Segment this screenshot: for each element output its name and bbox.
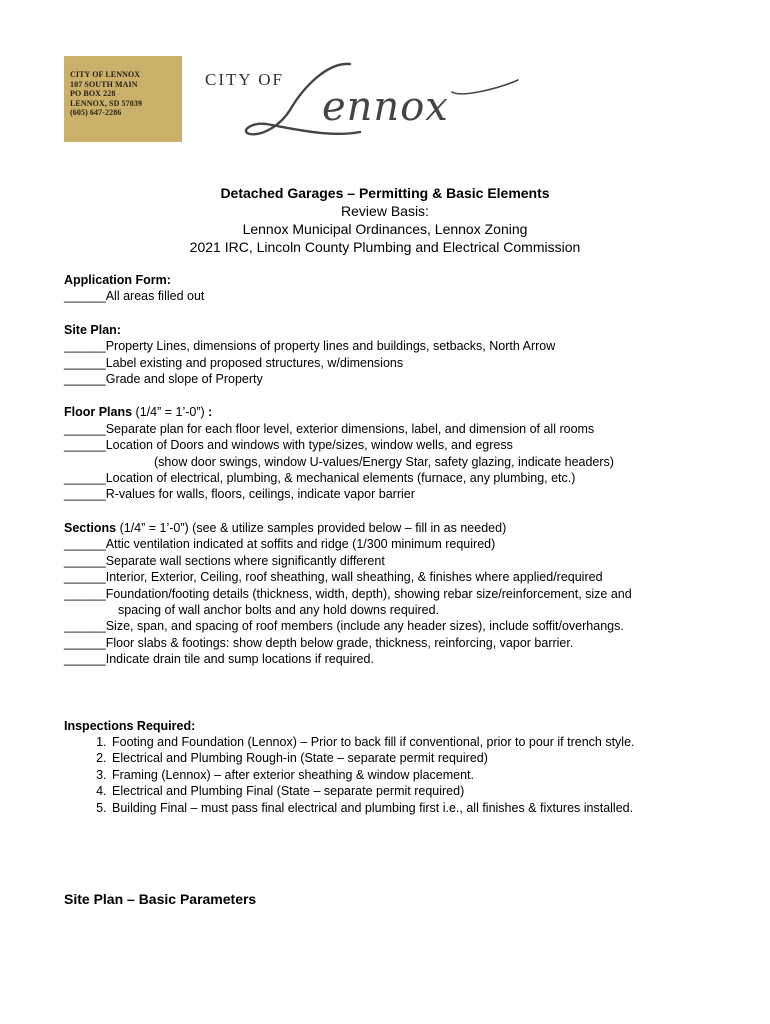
review-basis-label: Review Basis: <box>341 203 429 219</box>
document-title: Detached Garages – Permitting & Basic Elements <box>220 185 550 201</box>
fill-blank[interactable]: ______ <box>64 570 106 585</box>
fill-blank[interactable]: ______ <box>64 355 106 370</box>
document-header <box>0 184 770 256</box>
checklist-item: ______Attic ventilation indicated at soffits and ridge (1/300 minimum required) <box>64 537 496 552</box>
list-item: 5. Building Final – must pass final electrical and plumbing first i.e., all finishes & fixtures installed. <box>110 800 744 816</box>
fill-blank[interactable]: ______ <box>64 471 106 486</box>
floor-plans-heading: Floor Plans (1/4” = 1’-0”) : <box>64 405 213 420</box>
fill-blank[interactable]: ______ <box>64 537 106 552</box>
lennox-logo <box>200 58 530 143</box>
checklist-item: ______Grade and slope of Property <box>64 372 263 387</box>
checklist-item: ______Foundation/footing details (thickness, width, depth), showing rebar size/reinforcement, size and <box>64 586 632 601</box>
fill-blank[interactable]: ______ <box>64 619 106 634</box>
fill-blank[interactable]: ______ <box>64 586 106 601</box>
checklist-sub-note: (show door swings, window U-values/Energy Star, safety glazing, indicate headers) <box>154 454 614 469</box>
checklist-item: ______Separate wall sections where significantly different <box>64 553 385 568</box>
inspections-heading: Inspections Required: <box>64 718 196 733</box>
checklist-continuation: spacing of wall anchor bolts and any hold downs required. <box>118 602 440 617</box>
site-plan-heading: Site Plan: <box>64 322 121 337</box>
checklist-item: ______Floor slabs & footings: show depth below grade, thickness, reinforcing, vapor barrier. <box>64 635 574 650</box>
fill-blank[interactable]: ______ <box>64 438 106 453</box>
fill-blank[interactable]: ______ <box>64 339 106 354</box>
list-item: 1. Footing and Foundation (Lennox) – Prior to back fill if conventional, prior to pour if trench style. <box>110 734 744 750</box>
application-form-heading: Application Form: <box>64 273 171 287</box>
checklist-item: ______Location of Doors and windows with type/sizes, window wells, and egress <box>64 438 513 453</box>
review-basis-line: 2021 IRC, Lincoln County Plumbing and Electrical Commission <box>189 239 581 255</box>
checklist-item: ______All areas filled out <box>64 289 205 304</box>
svg-text:ennox: ennox <box>322 84 449 130</box>
checklist-item: ______Separate plan for each floor level, exterior dimensions, label, and dimension of all rooms <box>64 421 595 436</box>
fill-blank[interactable]: ______ <box>64 289 106 304</box>
stamp-line: CITY OF LENNOX <box>70 70 141 79</box>
sections-heading: Sections (1/4” = 1’-0”) (see & utilize samples provided below – fill in as needed) <box>64 520 507 535</box>
checklist-item: ______Interior, Exterior, Ceiling, roof sheathing, wall sheathing, & finishes where applied/required <box>64 570 603 585</box>
review-basis-line: Lennox Municipal Ordinances, Lennox Zoning <box>242 221 528 237</box>
fill-blank[interactable]: ______ <box>64 372 106 387</box>
fill-blank[interactable]: ______ <box>64 487 106 502</box>
fill-blank[interactable]: ______ <box>64 553 106 568</box>
fill-blank[interactable]: ______ <box>64 421 106 436</box>
checklist-item: ______Indicate drain tile and sump locations if required. <box>64 652 374 667</box>
checklist-item: ______Label existing and proposed structures, w/dimensions <box>64 355 404 370</box>
fill-blank[interactable]: ______ <box>64 635 106 650</box>
checklist-item: ______Size, span, and spacing of roof members (include any header sizes), include soffit/overhangs. <box>64 619 624 634</box>
stamp-line: 107 SOUTH MAIN <box>70 79 138 89</box>
checklist-item: ______R-values for walls, floors, ceilings, indicate vapor barrier <box>64 487 415 502</box>
fill-blank[interactable]: ______ <box>64 652 106 667</box>
stamp-line: PO BOX 228 <box>70 89 116 99</box>
stamp-line: (605) 647-2286 <box>70 108 122 118</box>
stamp-line: LENNOX, SD 57039 <box>70 98 143 108</box>
inspections-list <box>64 734 744 816</box>
checklist-item: ______Location of electrical, plumbing, & mechanical elements (furnace, any plumbing, etc.) <box>64 471 576 486</box>
list-item: 3. Framing (Lennox) – after exterior sheathing & window placement. <box>110 767 744 783</box>
site-plan-basic-heading: Site Plan – Basic Parameters <box>64 890 257 907</box>
city-address-stamp <box>64 56 182 142</box>
checklist-content <box>64 272 744 907</box>
logo-city-of: CITY OF <box>205 70 285 89</box>
list-item: 4. Electrical and Plumbing Final (State – separate permit required) <box>110 783 744 799</box>
checklist-item: ______Property Lines, dimensions of property lines and buildings, setbacks, North Arrow <box>64 339 556 354</box>
list-item: 2. Electrical and Plumbing Rough-in (State – separate permit required) <box>110 750 744 766</box>
